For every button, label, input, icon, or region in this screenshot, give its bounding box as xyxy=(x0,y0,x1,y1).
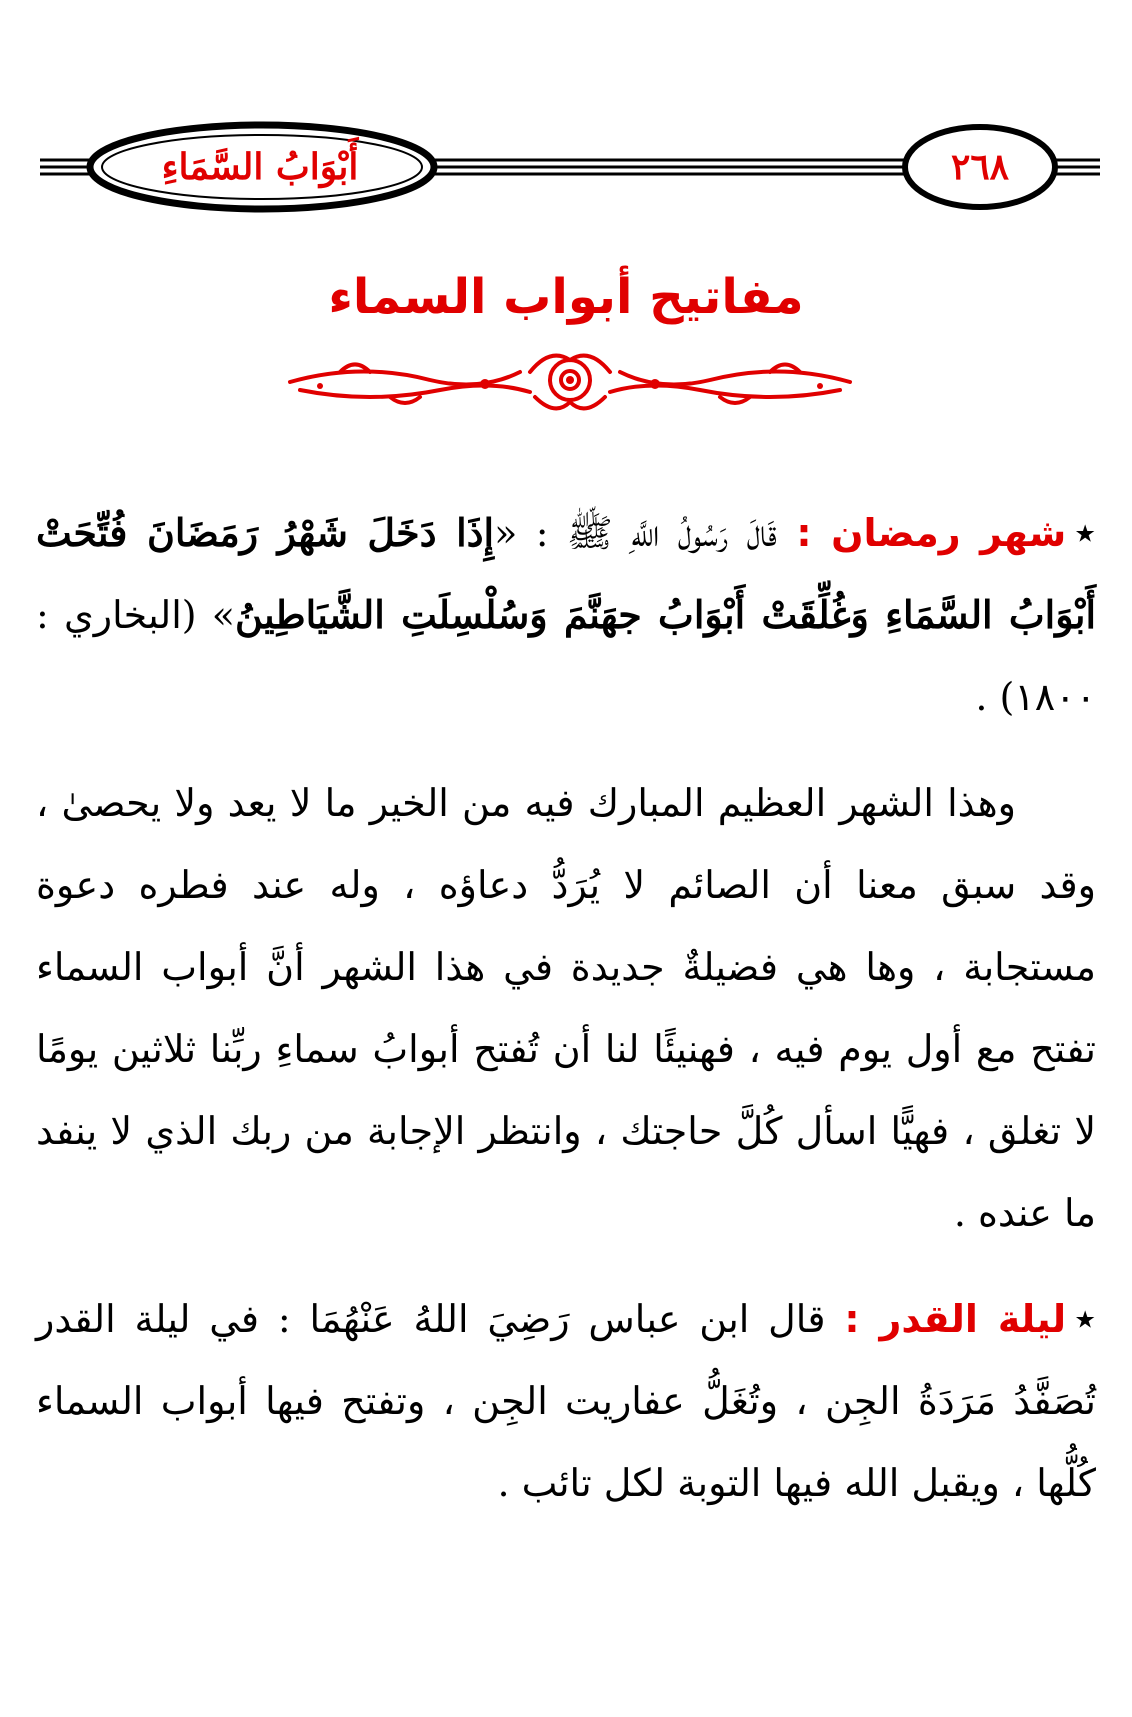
section-heading-ramadan: شهر رمضان : xyxy=(796,511,1067,555)
page-body xyxy=(36,492,1096,1548)
laylat-alqadr-text: قال ابن عباس رَضِيَ اللهُ عَنْهُمَا : في ليلة القدر تُصَفَّدُ مَرَدَةُ الجِن ، وتُغَلُّ عفاريت الجِن ، وتفتح فيها أبواب السماء كُلُّها ، ويقبل الله فيها التوبة لكل تائب . xyxy=(36,1297,1096,1505)
page-title: مفاتيح أبواب السماء xyxy=(328,269,804,325)
hadith-intro: قَالَ رَسُولُ اللَّهِ ﷺ : « xyxy=(494,511,777,555)
hadith-quote: إِذَا دَخَلَ شَهْرُ رَمَضَانَ فُتِّحَتْ أَبْوَابُ السَّمَاءِ وَغُلِّقَتْ أَبْوَابُ جهَنَّمَ وَسُلْسِلَتِ الشَّيَاطِينُ xyxy=(36,510,1096,637)
ramadan-paragraph-text: وهذا الشهر العظيم المبارك فيه من الخير ما لا يعد ولا يحصىٰ ، وقد سبق معنا أن الصائم لا يُرَدُّ دعاؤه ، وله عند فطره دعوة مستجابة ، وها هي فضيلةٌ جديدة في هذا الشهر أنَّ أبواب السماء تفتح مع أول يوم فيه ، فهنيئًا لنا أن تُفتح أبوابُ سماءِ ربِّنا ثلاثين يومًا لا تغلق ، فهيًّا اسأل كُلَّ حاجتك ، وانتظر الإجابة من ربك الذي لا ينفد ما عنده . xyxy=(36,781,1096,1235)
running-header xyxy=(0,118,1132,218)
section-heading-laylat-alqadr: ليلة القدر : xyxy=(844,1297,1067,1341)
laylat-alqadr-section xyxy=(36,1278,1096,1524)
ornament-divider-icon xyxy=(280,342,860,422)
header-title: أَبْوَابُ السَّمَاءِ xyxy=(161,146,359,188)
hadith-reference: » (البخاري : ١٨٠٠) . xyxy=(36,593,1096,719)
asterisk-icon: ٭ xyxy=(1074,510,1096,556)
page-number: ٢٦٨ xyxy=(950,146,1009,188)
hadith-section xyxy=(36,492,1096,738)
asterisk-icon: ٭ xyxy=(1074,1296,1096,1342)
ramadan-paragraph xyxy=(36,762,1096,1254)
